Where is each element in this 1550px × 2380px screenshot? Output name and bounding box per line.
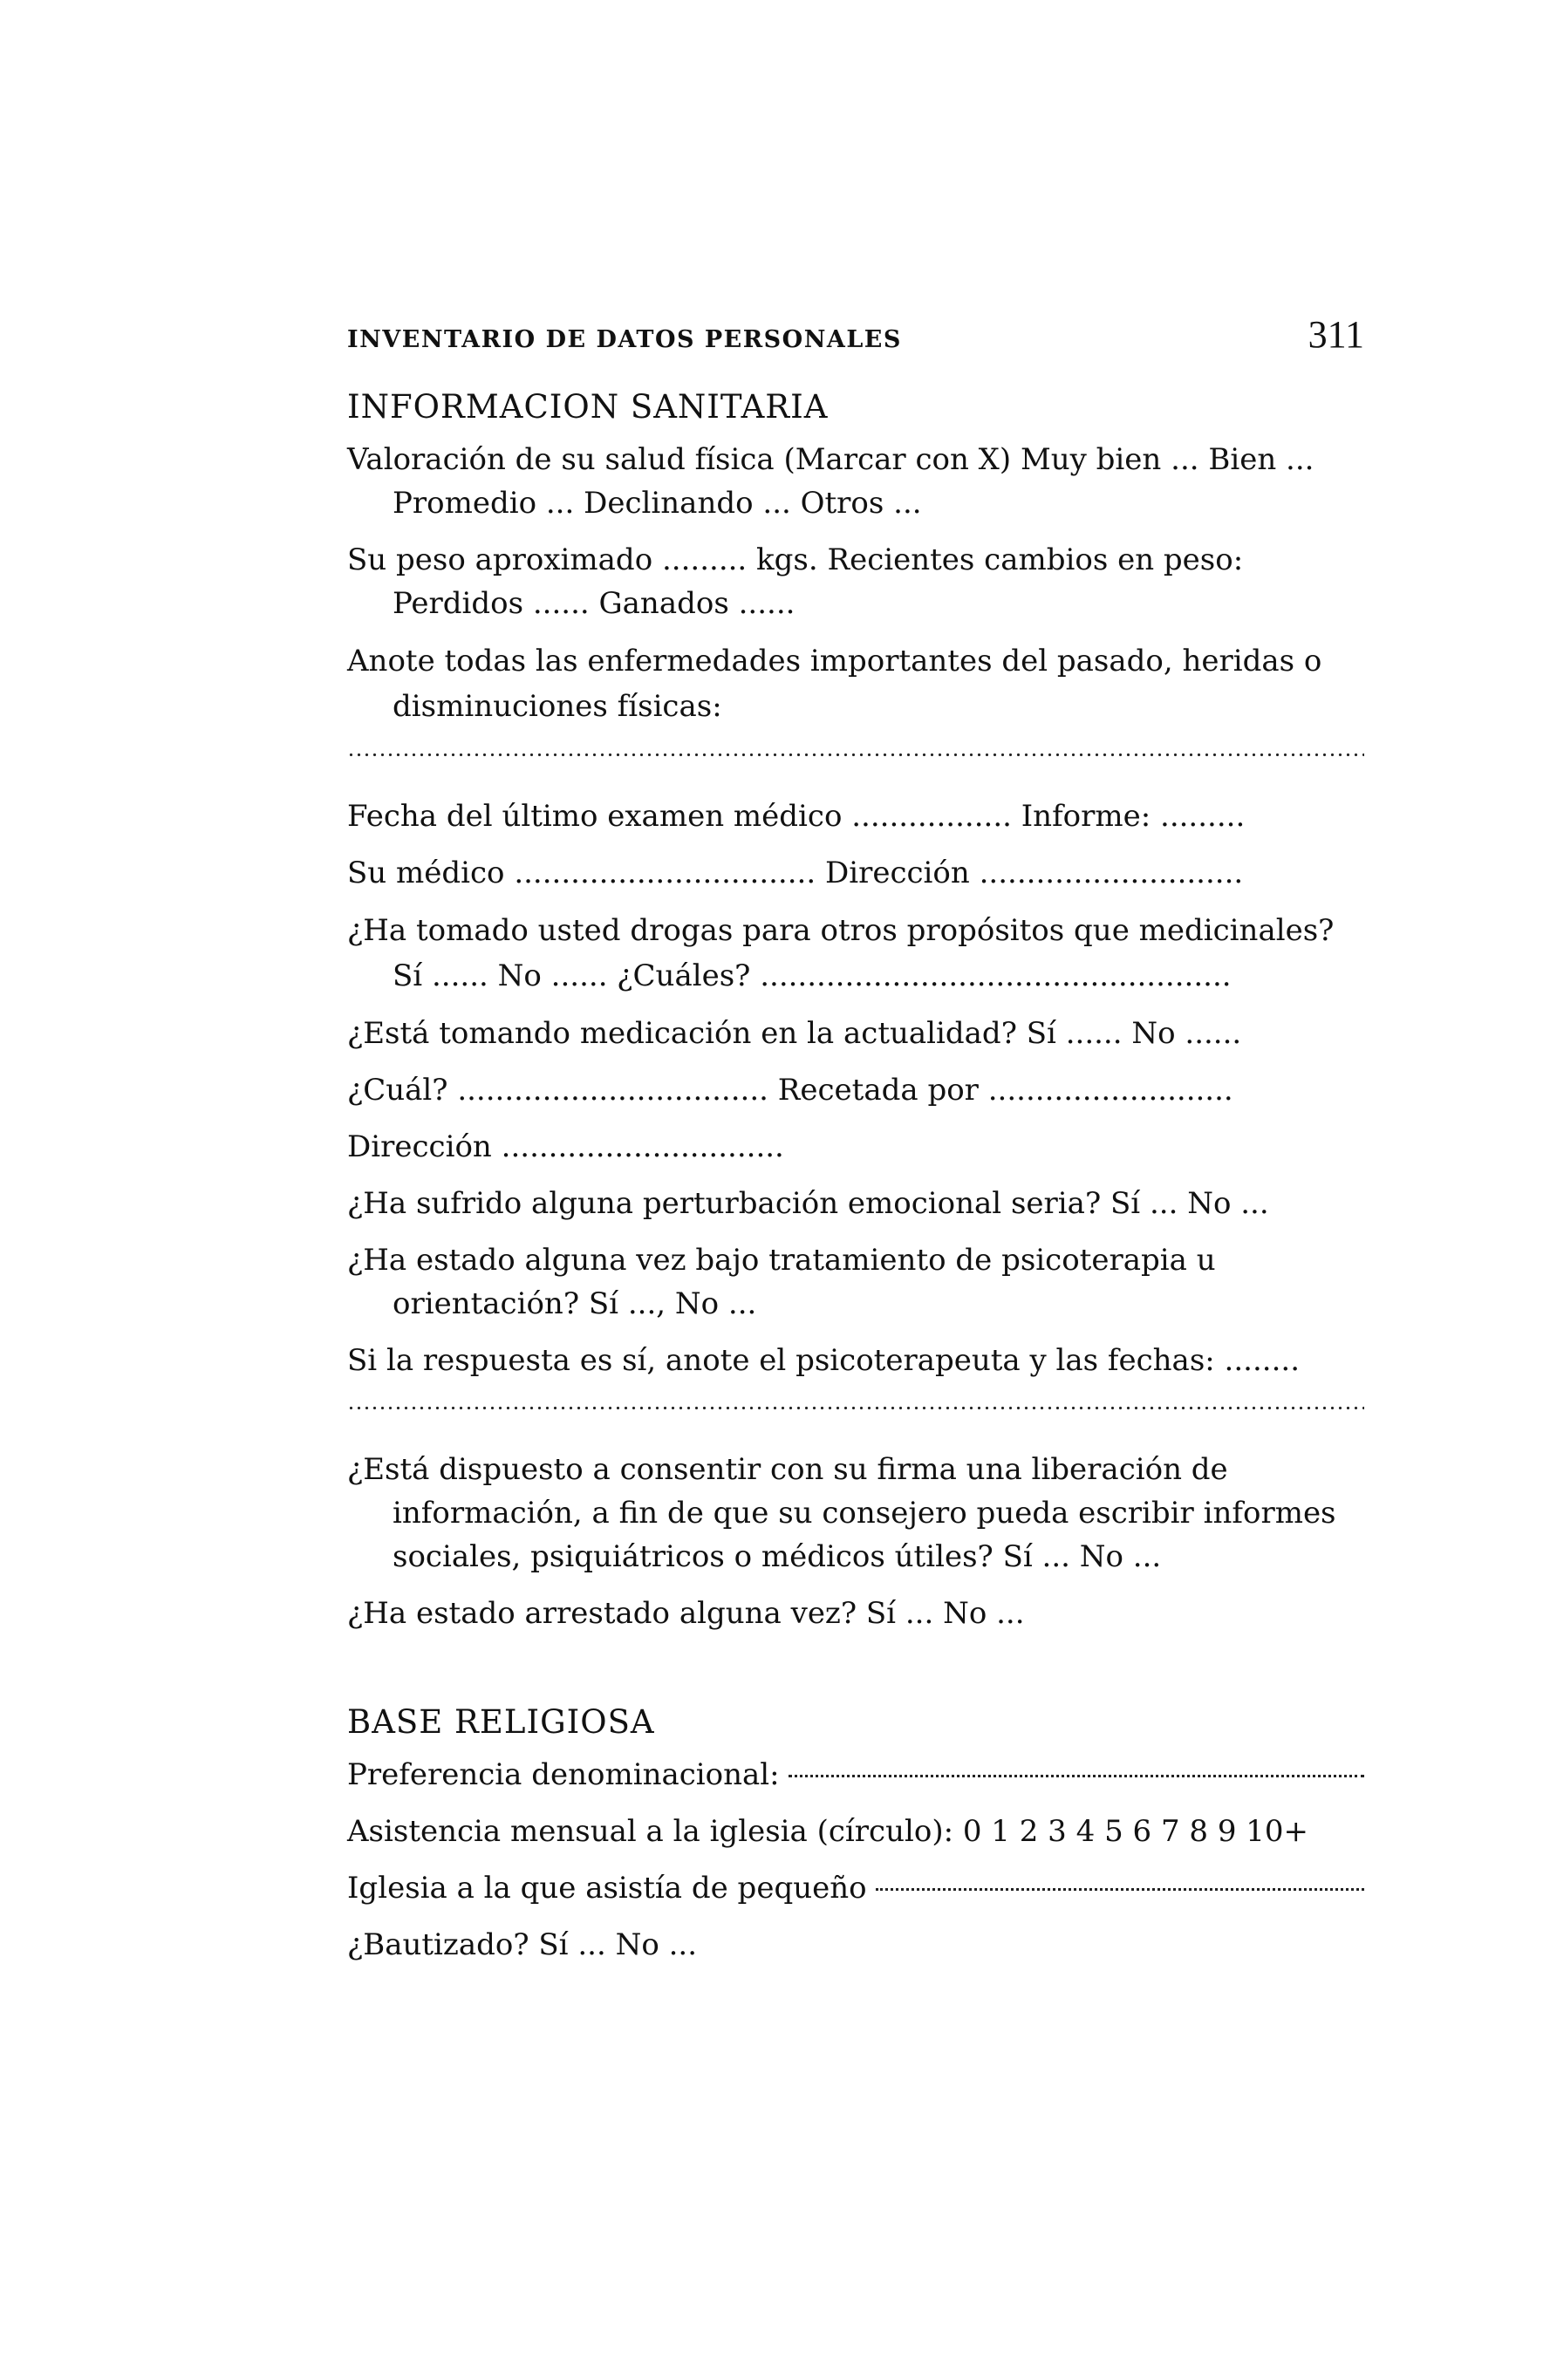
illness-question	[347, 638, 1364, 729]
weight-question: Su peso aproximado ......... kgs. Recientes cambios en peso: Perdidos ...... Ganados ......	[347, 542, 1244, 621]
psychotherapist-question: Si la respuesta es sí, anote el psicoterapeuta y las fechas: ........	[347, 1343, 1301, 1378]
answer-dotted-line	[876, 1888, 1364, 1891]
answer-dotted-line	[789, 1775, 1364, 1777]
section-title-religion: BASE RELIGIOSA	[347, 1703, 655, 1741]
running-head-title: INVENTARIO DE DATOS PERSONALES	[347, 326, 902, 353]
section-title-health: INFORMACION SANITARIA	[347, 388, 829, 426]
drugs-question: ¿Ha tomado usted drogas para otros propósitos que medicinales? Sí ...... No ...... ¿Cuáles? ..................................................	[347, 913, 1335, 993]
answer-dotted-line	[347, 742, 1364, 767]
which-medication-question: ¿Cuál? ................................. Recetada por ..........................	[347, 1073, 1233, 1108]
psychotherapy-question: ¿Ha estado alguna vez bajo tratamiento de psicoterapia u orientación? Sí ..., No ...	[347, 1243, 1216, 1321]
answer-dotted-line	[347, 1395, 1364, 1420]
health-rating-question: Valoración de su salud física (Marcar con X) Muy bien ... Bien ... Promedio ... Declinando ... Otros ...	[347, 442, 1314, 521]
release-consent-question: ¿Está dispuesto a consentir con su firma una liberación de información, a fin de que su consejero pueda escribir informes sociales, psiquiátricos o médicos útiles? Sí ... No ...	[347, 1452, 1336, 1574]
medication-address-question: Dirección ..............................	[347, 1129, 784, 1164]
page-content	[347, 312, 1364, 1980]
doctor-question: Su médico ................................ Dirección ............................	[347, 856, 1244, 890]
denomination-label: Preferencia denominacional:	[347, 1757, 780, 1792]
medication-question: ¿Está tomando medicación en la actualidad? Sí ...... No ......	[347, 1016, 1242, 1051]
baptized-question: ¿Bautizado? Sí ... No ...	[347, 1927, 698, 1962]
illness-question-text: Anote todas las enfermedades importantes del pasado, heridas o disminuciones físicas:	[347, 644, 1322, 724]
childhood-church-question	[347, 1866, 1364, 1910]
emotional-disturbance-question: ¿Ha sufrido alguna perturbación emocional seria? Sí ... No ...	[347, 1186, 1269, 1221]
childhood-church-label: Iglesia a la que asistía de pequeño	[347, 1871, 867, 1906]
page-number: 311	[1308, 313, 1364, 356]
running-head	[347, 312, 1364, 357]
church-attendance-question: Asistencia mensual a la iglesia (círculo): 0 1 2 3 4 5 6 7 8 9 10+	[347, 1814, 1309, 1849]
medical-exam-question: Fecha del último examen médico ................. Informe: .........	[347, 799, 1246, 834]
arrest-question: ¿Ha estado arrestado alguna vez? Sí ... No ...	[347, 1596, 1025, 1631]
denomination-question	[347, 1753, 1364, 1797]
